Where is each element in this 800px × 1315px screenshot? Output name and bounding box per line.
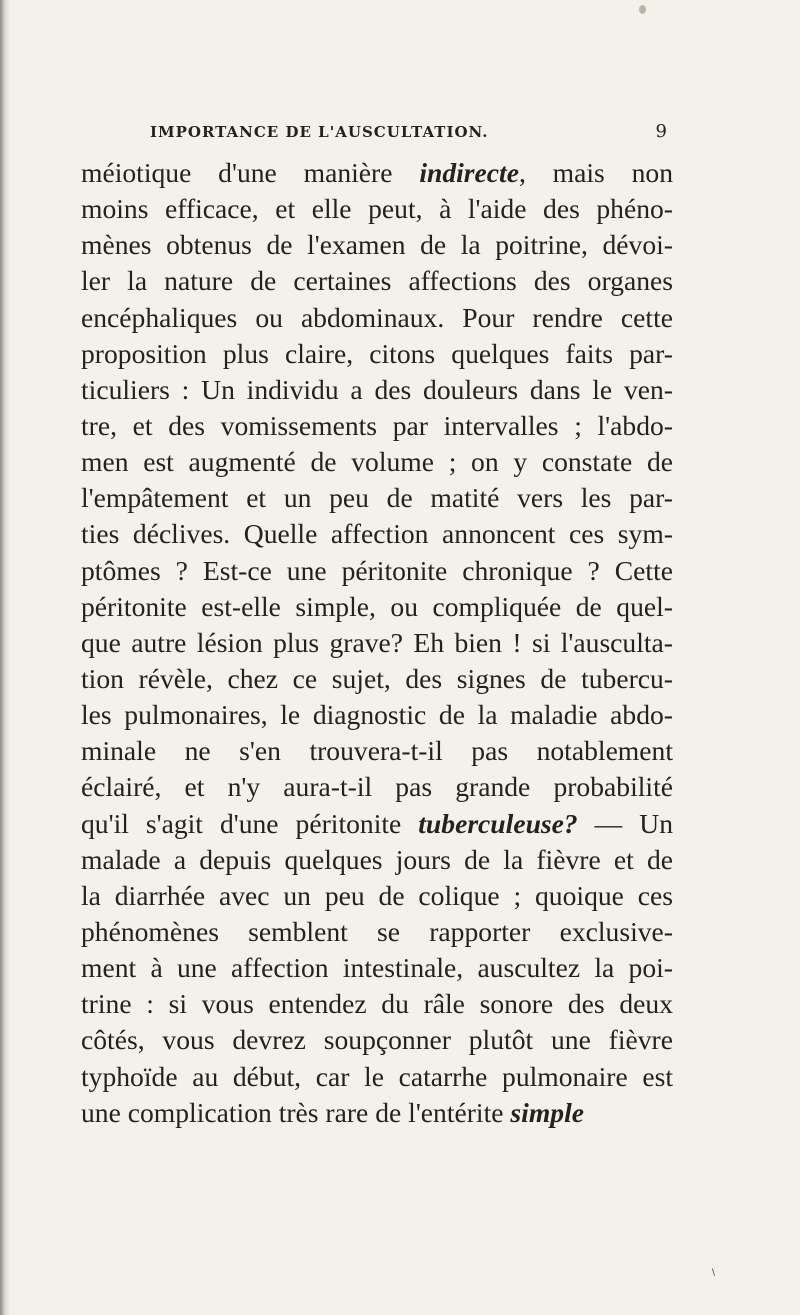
text-line [81,986,673,1022]
text-segment: — Un [577,807,673,839]
text-segment: minale ne s'en trouvera-t-il pas notablement [81,735,673,767]
running-title: IMPORTANCE DE L'AUSCULTATION. [150,123,489,141]
text-line [81,336,673,372]
text-line [81,733,673,769]
text-line [81,516,673,552]
text-line [81,372,673,408]
text-segment: tion révèle, chez ce sujet, des signes de tubercu- [81,662,673,694]
text-segment: proposition plus claire, citons quelques faits par- [81,337,673,369]
text-segment: éclairé, et n'y aura-t-il pas grande probabilité [81,771,673,803]
text-segment: que autre lésion plus grave? Eh bien ! si l'ausculta- [81,626,673,658]
text-segment: phénomènes semblent se rapporter exclusive- [81,915,673,947]
text-line [81,697,673,733]
text-segment: ties déclives. Quelle affection annoncent ces sym- [81,518,673,550]
text-segment: l'empâtement et un peu de matité vers les par- [81,482,673,514]
text-line [81,806,673,842]
text-line [81,191,673,227]
emphasized-text: indirecte [419,157,519,188]
scan-edge-shadow [0,0,10,1315]
text-line [81,589,673,625]
ink-speck [639,5,646,14]
page-header [150,123,668,145]
text-segment: men est augmenté de volume ; on y constate de [81,446,673,478]
page-number: 9 [655,121,668,142]
text-line [81,878,673,914]
text-segment: malade a depuis quelques jours de la fièvre et de [81,843,673,875]
text-segment: ptômes ? Est-ce une péritonite chronique ? Cette [81,554,673,586]
text-line [81,842,673,878]
text-segment: ler la nature de certaines affections des organes [81,265,673,297]
text-segment: ment à une affection intestinale, auscultez la poi- [81,952,673,984]
body-text [81,155,673,1131]
text-segment: encéphaliques ou abdominaux. Pour rendre cette [81,301,673,333]
text-line [81,227,673,263]
text-line [81,1059,673,1095]
text-line [81,553,673,589]
text-line [81,300,673,336]
text-line [81,914,673,950]
text-line [81,444,673,480]
text-segment: méiotique d'une manière [81,157,420,188]
text-segment: typhoïde au début, car le catarrhe pulmonaire est [81,1060,673,1092]
emphasized-text: simple [510,1096,585,1128]
text-segment: mènes obtenus de l'examen de la poitrine, dévoi- [81,229,673,261]
text-segment: moins efficace, et elle peut, à l'aide des phéno- [81,193,673,225]
text-line [81,1022,673,1058]
text-line [81,1095,673,1131]
text-line [81,263,673,299]
text-segment: ticuliers : Un individu a des douleurs dans le ven- [81,373,673,405]
text-segment: péritonite est-elle simple, ou compliquée de quel- [81,590,673,622]
emphasized-text: tuberculeuse? [418,807,578,839]
text-line [81,661,673,697]
text-segment: , mais non [518,157,674,188]
text-line [81,155,673,191]
text-segment: trine : si vous entendez du râle sonore des deux [81,988,673,1020]
printer-mark: \ [712,1268,716,1278]
text-line [81,625,673,661]
text-segment: une complication très rare de l'entérite [81,1096,511,1128]
text-segment: tre, et des vomissements par intervalles ; l'abdo- [81,409,673,441]
text-segment: la diarrhée avec un peu de colique ; quoique ces [81,879,673,911]
text-segment: qu'il s'agit d'une péritonite [81,807,419,839]
text-line [81,480,673,516]
text-line [81,408,673,444]
text-segment: les pulmonaires, le diagnostic de la maladie abdo- [81,699,673,731]
text-segment: côtés, vous devrez soupçonner plutôt une fièvre [81,1024,673,1056]
text-line [81,769,673,805]
text-line [81,950,673,986]
